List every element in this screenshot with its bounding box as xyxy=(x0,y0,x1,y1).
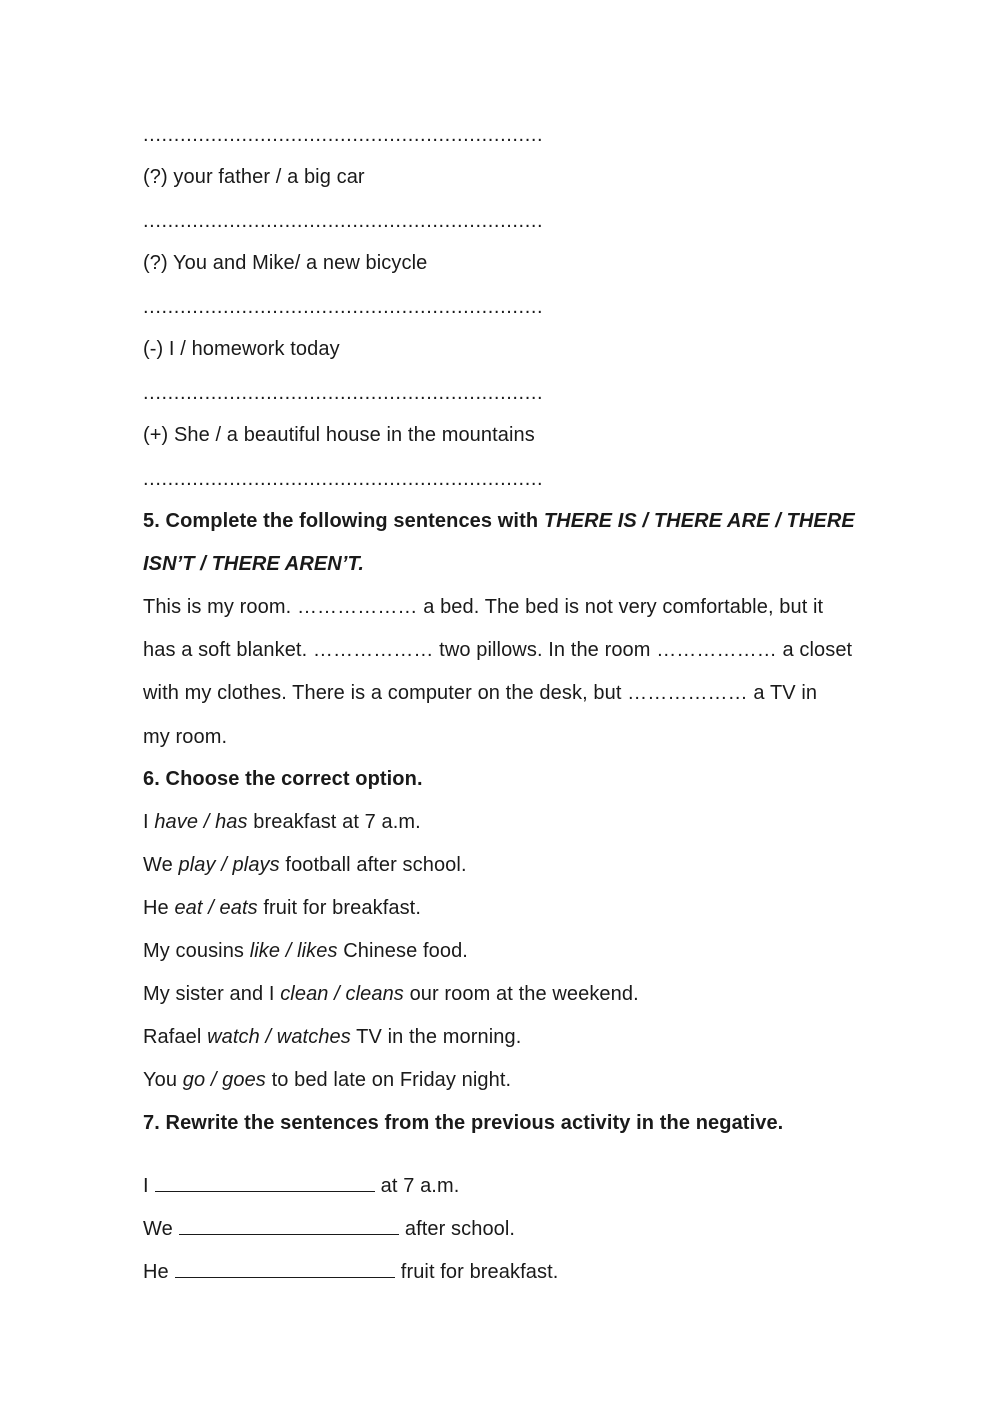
text: He xyxy=(143,1261,169,1283)
text: This is my room. xyxy=(143,596,297,618)
section-6-heading: 6. Choose the correct option. xyxy=(143,768,423,790)
option-go-goes[interactable]: go / goes xyxy=(182,1069,266,1091)
paragraph-line-3 xyxy=(143,681,817,705)
prompt-homework-today: (-) I / homework today xyxy=(143,338,340,360)
text: fruit for breakfast. xyxy=(400,1261,559,1283)
prompt-beautiful-house: (+) She / a beautiful house in the mountains xyxy=(143,424,535,446)
text: a closet xyxy=(776,639,853,661)
answer-line-5[interactable]: ................................................................. xyxy=(143,468,544,490)
text: two pillows. In the room xyxy=(433,639,657,661)
text: Chinese food. xyxy=(337,940,468,962)
text: at 7 a.m. xyxy=(380,1175,460,1197)
prompt-father-big-car: (?) your father / a big car xyxy=(143,166,365,188)
choice-item-6 xyxy=(143,1025,521,1049)
answer-line-4[interactable]: ................................................................. xyxy=(143,382,544,404)
rewrite-item-1 xyxy=(143,1172,459,1198)
text: Rafael xyxy=(143,1026,208,1048)
text: a TV in xyxy=(747,682,818,704)
rewrite-item-2 xyxy=(143,1215,515,1241)
text: We xyxy=(143,854,179,876)
text: after school. xyxy=(404,1218,516,1240)
blank-3[interactable]: ……………… xyxy=(656,639,777,661)
text: a bed. The bed is not very comfortable, but it xyxy=(417,596,824,618)
text: My sister and I xyxy=(143,983,281,1005)
choice-item-1 xyxy=(143,810,421,834)
option-watch-watches[interactable]: watch / watches xyxy=(207,1026,351,1048)
option-have-has[interactable]: have / has xyxy=(154,811,248,833)
text: to bed late on Friday night. xyxy=(265,1069,512,1091)
choice-item-5 xyxy=(143,982,639,1006)
text: He xyxy=(143,897,175,919)
text: breakfast at 7 a.m. xyxy=(247,811,421,833)
text: I xyxy=(143,811,155,833)
text: We xyxy=(143,1218,173,1240)
option-clean-cleans[interactable]: clean / cleans xyxy=(280,983,404,1005)
section-5-heading xyxy=(143,509,855,533)
text: My cousins xyxy=(143,940,250,962)
option-play-plays[interactable]: play / plays xyxy=(178,854,280,876)
rewrite-blank-2[interactable] xyxy=(179,1215,399,1235)
section-5-heading-text: 5. Complete the following sentences with xyxy=(143,510,544,532)
rewrite-item-3 xyxy=(143,1258,558,1284)
paragraph-line-4: my room. xyxy=(143,726,228,748)
section-5-heading-options: THERE IS / THERE ARE / THERE xyxy=(543,510,855,532)
text: I xyxy=(143,1175,149,1197)
text: football after school. xyxy=(279,854,467,876)
blank-1[interactable]: ……………… xyxy=(296,596,418,618)
text: with my clothes. There is a computer on the desk, but xyxy=(143,682,628,704)
paragraph-line-1 xyxy=(143,595,823,619)
option-eat-eats[interactable]: eat / eats xyxy=(174,897,258,919)
paragraph-line-2 xyxy=(143,638,852,662)
worksheet-page xyxy=(143,0,863,1413)
answer-line-2[interactable]: ................................................................. xyxy=(143,210,544,232)
section-5-heading-cont xyxy=(143,552,364,576)
text: TV in the morning. xyxy=(350,1026,522,1048)
choice-item-7 xyxy=(143,1068,511,1092)
choice-item-4 xyxy=(143,939,468,963)
choice-item-3 xyxy=(143,896,421,920)
section-7-heading: 7. Rewrite the sentences from the previous activity in the negative. xyxy=(143,1112,784,1134)
answer-line-1[interactable]: ................................................................. xyxy=(143,124,544,146)
text: fruit for breakfast. xyxy=(257,897,421,919)
rewrite-blank-3[interactable] xyxy=(175,1258,395,1278)
prompt-you-mike-bicycle: (?) You and Mike/ a new bicycle xyxy=(143,252,428,274)
text: has a soft blanket. xyxy=(143,639,313,661)
blank-4[interactable]: ……………… xyxy=(627,682,748,704)
option-like-likes[interactable]: like / likes xyxy=(249,940,338,962)
text: You xyxy=(143,1069,183,1091)
blank-2[interactable]: ……………… xyxy=(312,639,434,661)
section-5-heading-options-2: ISN’T / THERE AREN’T. xyxy=(143,553,364,575)
answer-line-3[interactable]: ................................................................. xyxy=(143,296,544,318)
rewrite-blank-1[interactable] xyxy=(155,1172,375,1192)
text: our room at the weekend. xyxy=(403,983,639,1005)
choice-item-2 xyxy=(143,853,467,877)
